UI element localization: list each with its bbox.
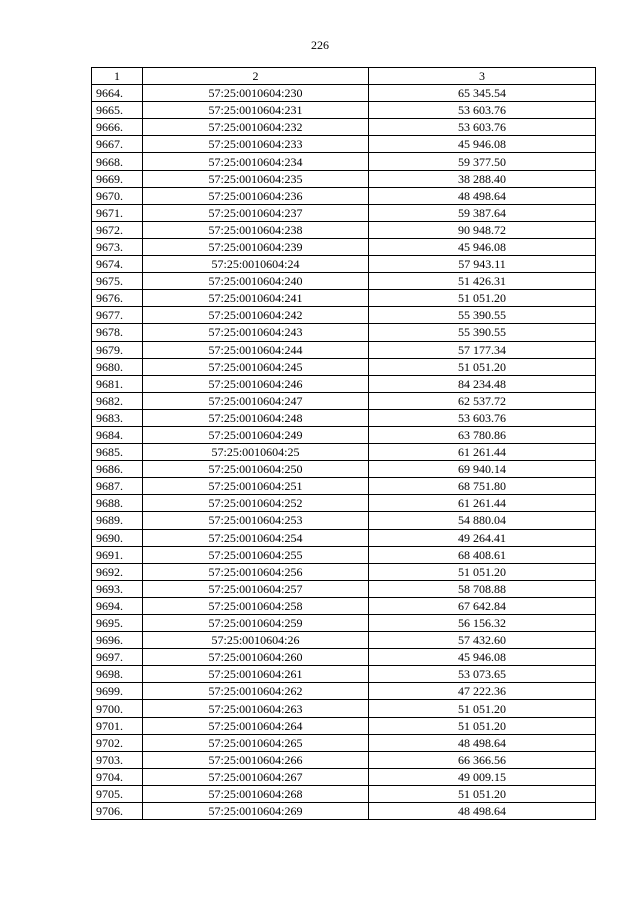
row-number-cell: 9676.	[92, 290, 143, 307]
value-cell: 53 603.76	[369, 409, 596, 426]
cadastral-number-cell: 57:25:0010604:252	[143, 495, 369, 512]
table-row	[92, 768, 596, 785]
row-number-cell: 9674.	[92, 256, 143, 273]
table-body	[92, 85, 596, 820]
page-number: 226	[311, 38, 329, 52]
table-row	[92, 615, 596, 632]
table-row	[92, 256, 596, 273]
row-number-cell: 9680.	[92, 358, 143, 375]
value-cell: 48 498.64	[369, 803, 596, 820]
table-row	[92, 136, 596, 153]
cadastral-number-cell: 57:25:0010604:25	[143, 444, 369, 461]
table-row	[92, 785, 596, 802]
value-cell: 61 261.44	[369, 444, 596, 461]
row-number-cell: 9692.	[92, 563, 143, 580]
row-number-cell: 9695.	[92, 615, 143, 632]
value-cell: 54 880.04	[369, 512, 596, 529]
cadastral-number-cell: 57:25:0010604:24	[143, 256, 369, 273]
table-row	[92, 187, 596, 204]
value-cell: 58 708.88	[369, 580, 596, 597]
row-number-cell: 9699.	[92, 683, 143, 700]
row-number-cell: 9697.	[92, 649, 143, 666]
table-row	[92, 102, 596, 119]
table-row	[92, 803, 596, 820]
value-cell: 68 408.61	[369, 546, 596, 563]
table-row	[92, 597, 596, 614]
table-row	[92, 649, 596, 666]
row-number-cell: 9670.	[92, 187, 143, 204]
row-number-cell: 9693.	[92, 580, 143, 597]
row-number-cell: 9671.	[92, 204, 143, 221]
cadastral-number-cell: 57:25:0010604:236	[143, 187, 369, 204]
cadastral-number-cell: 57:25:0010604:240	[143, 273, 369, 290]
value-cell: 84 234.48	[369, 375, 596, 392]
cadastral-number-cell: 57:25:0010604:254	[143, 529, 369, 546]
cadastral-number-cell: 57:25:0010604:242	[143, 307, 369, 324]
table-row	[92, 375, 596, 392]
table-row	[92, 426, 596, 443]
table-row	[92, 529, 596, 546]
value-cell: 51 051.20	[369, 700, 596, 717]
row-number-cell: 9702.	[92, 734, 143, 751]
cadastral-number-cell: 57:25:0010604:257	[143, 580, 369, 597]
table-row	[92, 392, 596, 409]
row-number-cell: 9685.	[92, 444, 143, 461]
cadastral-number-cell: 57:25:0010604:258	[143, 597, 369, 614]
table-row	[92, 341, 596, 358]
value-cell: 62 537.72	[369, 392, 596, 409]
cadastral-number-cell: 57:25:0010604:231	[143, 102, 369, 119]
table-header-row	[92, 68, 596, 85]
table-row	[92, 238, 596, 255]
row-number-cell: 9682.	[92, 392, 143, 409]
column-header-1: 1	[92, 68, 143, 85]
value-cell: 53 603.76	[369, 102, 596, 119]
value-cell: 57 943.11	[369, 256, 596, 273]
column-header-3: 3	[369, 68, 596, 85]
cadastral-number-cell: 57:25:0010604:267	[143, 768, 369, 785]
table-row	[92, 324, 596, 341]
value-cell: 38 288.40	[369, 170, 596, 187]
table-row	[92, 666, 596, 683]
value-cell: 65 345.54	[369, 85, 596, 102]
table-row	[92, 307, 596, 324]
row-number-cell: 9665.	[92, 102, 143, 119]
cadastral-number-cell: 57:25:0010604:269	[143, 803, 369, 820]
cadastral-number-cell: 57:25:0010604:251	[143, 478, 369, 495]
row-number-cell: 9667.	[92, 136, 143, 153]
row-number-cell: 9700.	[92, 700, 143, 717]
table-row	[92, 751, 596, 768]
cadastral-number-cell: 57:25:0010604:262	[143, 683, 369, 700]
table-row	[92, 153, 596, 170]
value-cell: 51 051.20	[369, 290, 596, 307]
cadastral-number-cell: 57:25:0010604:265	[143, 734, 369, 751]
row-number-cell: 9705.	[92, 785, 143, 802]
table-row	[92, 358, 596, 375]
value-cell: 61 261.44	[369, 495, 596, 512]
value-cell: 57 432.60	[369, 632, 596, 649]
table-row	[92, 546, 596, 563]
cadastral-number-cell: 57:25:0010604:259	[143, 615, 369, 632]
row-number-cell: 9701.	[92, 717, 143, 734]
value-cell: 57 177.34	[369, 341, 596, 358]
table-row	[92, 683, 596, 700]
row-number-cell: 9688.	[92, 495, 143, 512]
cadastral-number-cell: 57:25:0010604:248	[143, 409, 369, 426]
value-cell: 45 946.08	[369, 649, 596, 666]
value-cell: 47 222.36	[369, 683, 596, 700]
value-cell: 67 642.84	[369, 597, 596, 614]
table-row	[92, 170, 596, 187]
cadastral-number-cell: 57:25:0010604:235	[143, 170, 369, 187]
value-cell: 51 051.20	[369, 785, 596, 802]
cadastral-number-cell: 57:25:0010604:266	[143, 751, 369, 768]
cadastral-number-cell: 57:25:0010604:253	[143, 512, 369, 529]
cadastral-number-cell: 57:25:0010604:255	[143, 546, 369, 563]
value-cell: 59 387.64	[369, 204, 596, 221]
value-cell: 48 498.64	[369, 187, 596, 204]
row-number-cell: 9698.	[92, 666, 143, 683]
row-number-cell: 9681.	[92, 375, 143, 392]
value-cell: 55 390.55	[369, 307, 596, 324]
cadastral-number-cell: 57:25:0010604:250	[143, 461, 369, 478]
value-cell: 68 751.80	[369, 478, 596, 495]
value-cell: 51 426.31	[369, 273, 596, 290]
value-cell: 45 946.08	[369, 136, 596, 153]
row-number-cell: 9669.	[92, 170, 143, 187]
value-cell: 56 156.32	[369, 615, 596, 632]
value-cell: 66 366.56	[369, 751, 596, 768]
cadastral-number-cell: 57:25:0010604:247	[143, 392, 369, 409]
value-cell: 90 948.72	[369, 221, 596, 238]
table-row	[92, 119, 596, 136]
row-number-cell: 9689.	[92, 512, 143, 529]
cadastral-number-cell: 57:25:0010604:268	[143, 785, 369, 802]
cadastral-number-cell: 57:25:0010604:230	[143, 85, 369, 102]
value-cell: 45 946.08	[369, 238, 596, 255]
table-row	[92, 409, 596, 426]
table-row	[92, 221, 596, 238]
cadastral-number-cell: 57:25:0010604:232	[143, 119, 369, 136]
row-number-cell: 9668.	[92, 153, 143, 170]
value-cell: 53 073.65	[369, 666, 596, 683]
cadastral-number-cell: 57:25:0010604:238	[143, 221, 369, 238]
value-cell: 55 390.55	[369, 324, 596, 341]
cadastral-number-cell: 57:25:0010604:26	[143, 632, 369, 649]
cadastral-number-cell: 57:25:0010604:233	[143, 136, 369, 153]
row-number-cell: 9679.	[92, 341, 143, 358]
cadastral-number-cell: 57:25:0010604:239	[143, 238, 369, 255]
table-row	[92, 700, 596, 717]
value-cell: 69 940.14	[369, 461, 596, 478]
table-row	[92, 478, 596, 495]
value-cell: 48 498.64	[369, 734, 596, 751]
table-row	[92, 734, 596, 751]
row-number-cell: 9696.	[92, 632, 143, 649]
table-row	[92, 495, 596, 512]
row-number-cell: 9684.	[92, 426, 143, 443]
table-row	[92, 512, 596, 529]
row-number-cell: 9694.	[92, 597, 143, 614]
cadastral-number-cell: 57:25:0010604:237	[143, 204, 369, 221]
row-number-cell: 9672.	[92, 221, 143, 238]
cadastral-number-cell: 57:25:0010604:244	[143, 341, 369, 358]
row-number-cell: 9683.	[92, 409, 143, 426]
value-cell: 49 264.41	[369, 529, 596, 546]
cadastral-number-cell: 57:25:0010604:256	[143, 563, 369, 580]
value-cell: 63 780.86	[369, 426, 596, 443]
table-row	[92, 85, 596, 102]
row-number-cell: 9691.	[92, 546, 143, 563]
cadastral-number-cell: 57:25:0010604:246	[143, 375, 369, 392]
value-cell: 49 009.15	[369, 768, 596, 785]
table-row	[92, 717, 596, 734]
cadastral-number-cell: 57:25:0010604:243	[143, 324, 369, 341]
row-number-cell: 9706.	[92, 803, 143, 820]
row-number-cell: 9687.	[92, 478, 143, 495]
row-number-cell: 9673.	[92, 238, 143, 255]
row-number-cell: 9675.	[92, 273, 143, 290]
table-row	[92, 444, 596, 461]
cadastral-number-cell: 57:25:0010604:245	[143, 358, 369, 375]
row-number-cell: 9703.	[92, 751, 143, 768]
value-cell: 53 603.76	[369, 119, 596, 136]
table-row	[92, 290, 596, 307]
value-cell: 51 051.20	[369, 717, 596, 734]
table-row	[92, 204, 596, 221]
table-row	[92, 273, 596, 290]
row-number-cell: 9678.	[92, 324, 143, 341]
row-number-cell: 9704.	[92, 768, 143, 785]
row-number-cell: 9690.	[92, 529, 143, 546]
column-header-2: 2	[143, 68, 369, 85]
cadastral-number-cell: 57:25:0010604:241	[143, 290, 369, 307]
cadastral-number-cell: 57:25:0010604:264	[143, 717, 369, 734]
row-number-cell: 9686.	[92, 461, 143, 478]
cadastral-number-cell: 57:25:0010604:261	[143, 666, 369, 683]
row-number-cell: 9666.	[92, 119, 143, 136]
table-row	[92, 461, 596, 478]
table-row	[92, 563, 596, 580]
cadastral-number-cell: 57:25:0010604:263	[143, 700, 369, 717]
data-table	[91, 67, 596, 820]
value-cell: 59 377.50	[369, 153, 596, 170]
cadastral-number-cell: 57:25:0010604:249	[143, 426, 369, 443]
row-number-cell: 9677.	[92, 307, 143, 324]
cadastral-number-cell: 57:25:0010604:260	[143, 649, 369, 666]
value-cell: 51 051.20	[369, 563, 596, 580]
table-row	[92, 632, 596, 649]
table-row	[92, 580, 596, 597]
cadastral-number-cell: 57:25:0010604:234	[143, 153, 369, 170]
value-cell: 51 051.20	[369, 358, 596, 375]
row-number-cell: 9664.	[92, 85, 143, 102]
